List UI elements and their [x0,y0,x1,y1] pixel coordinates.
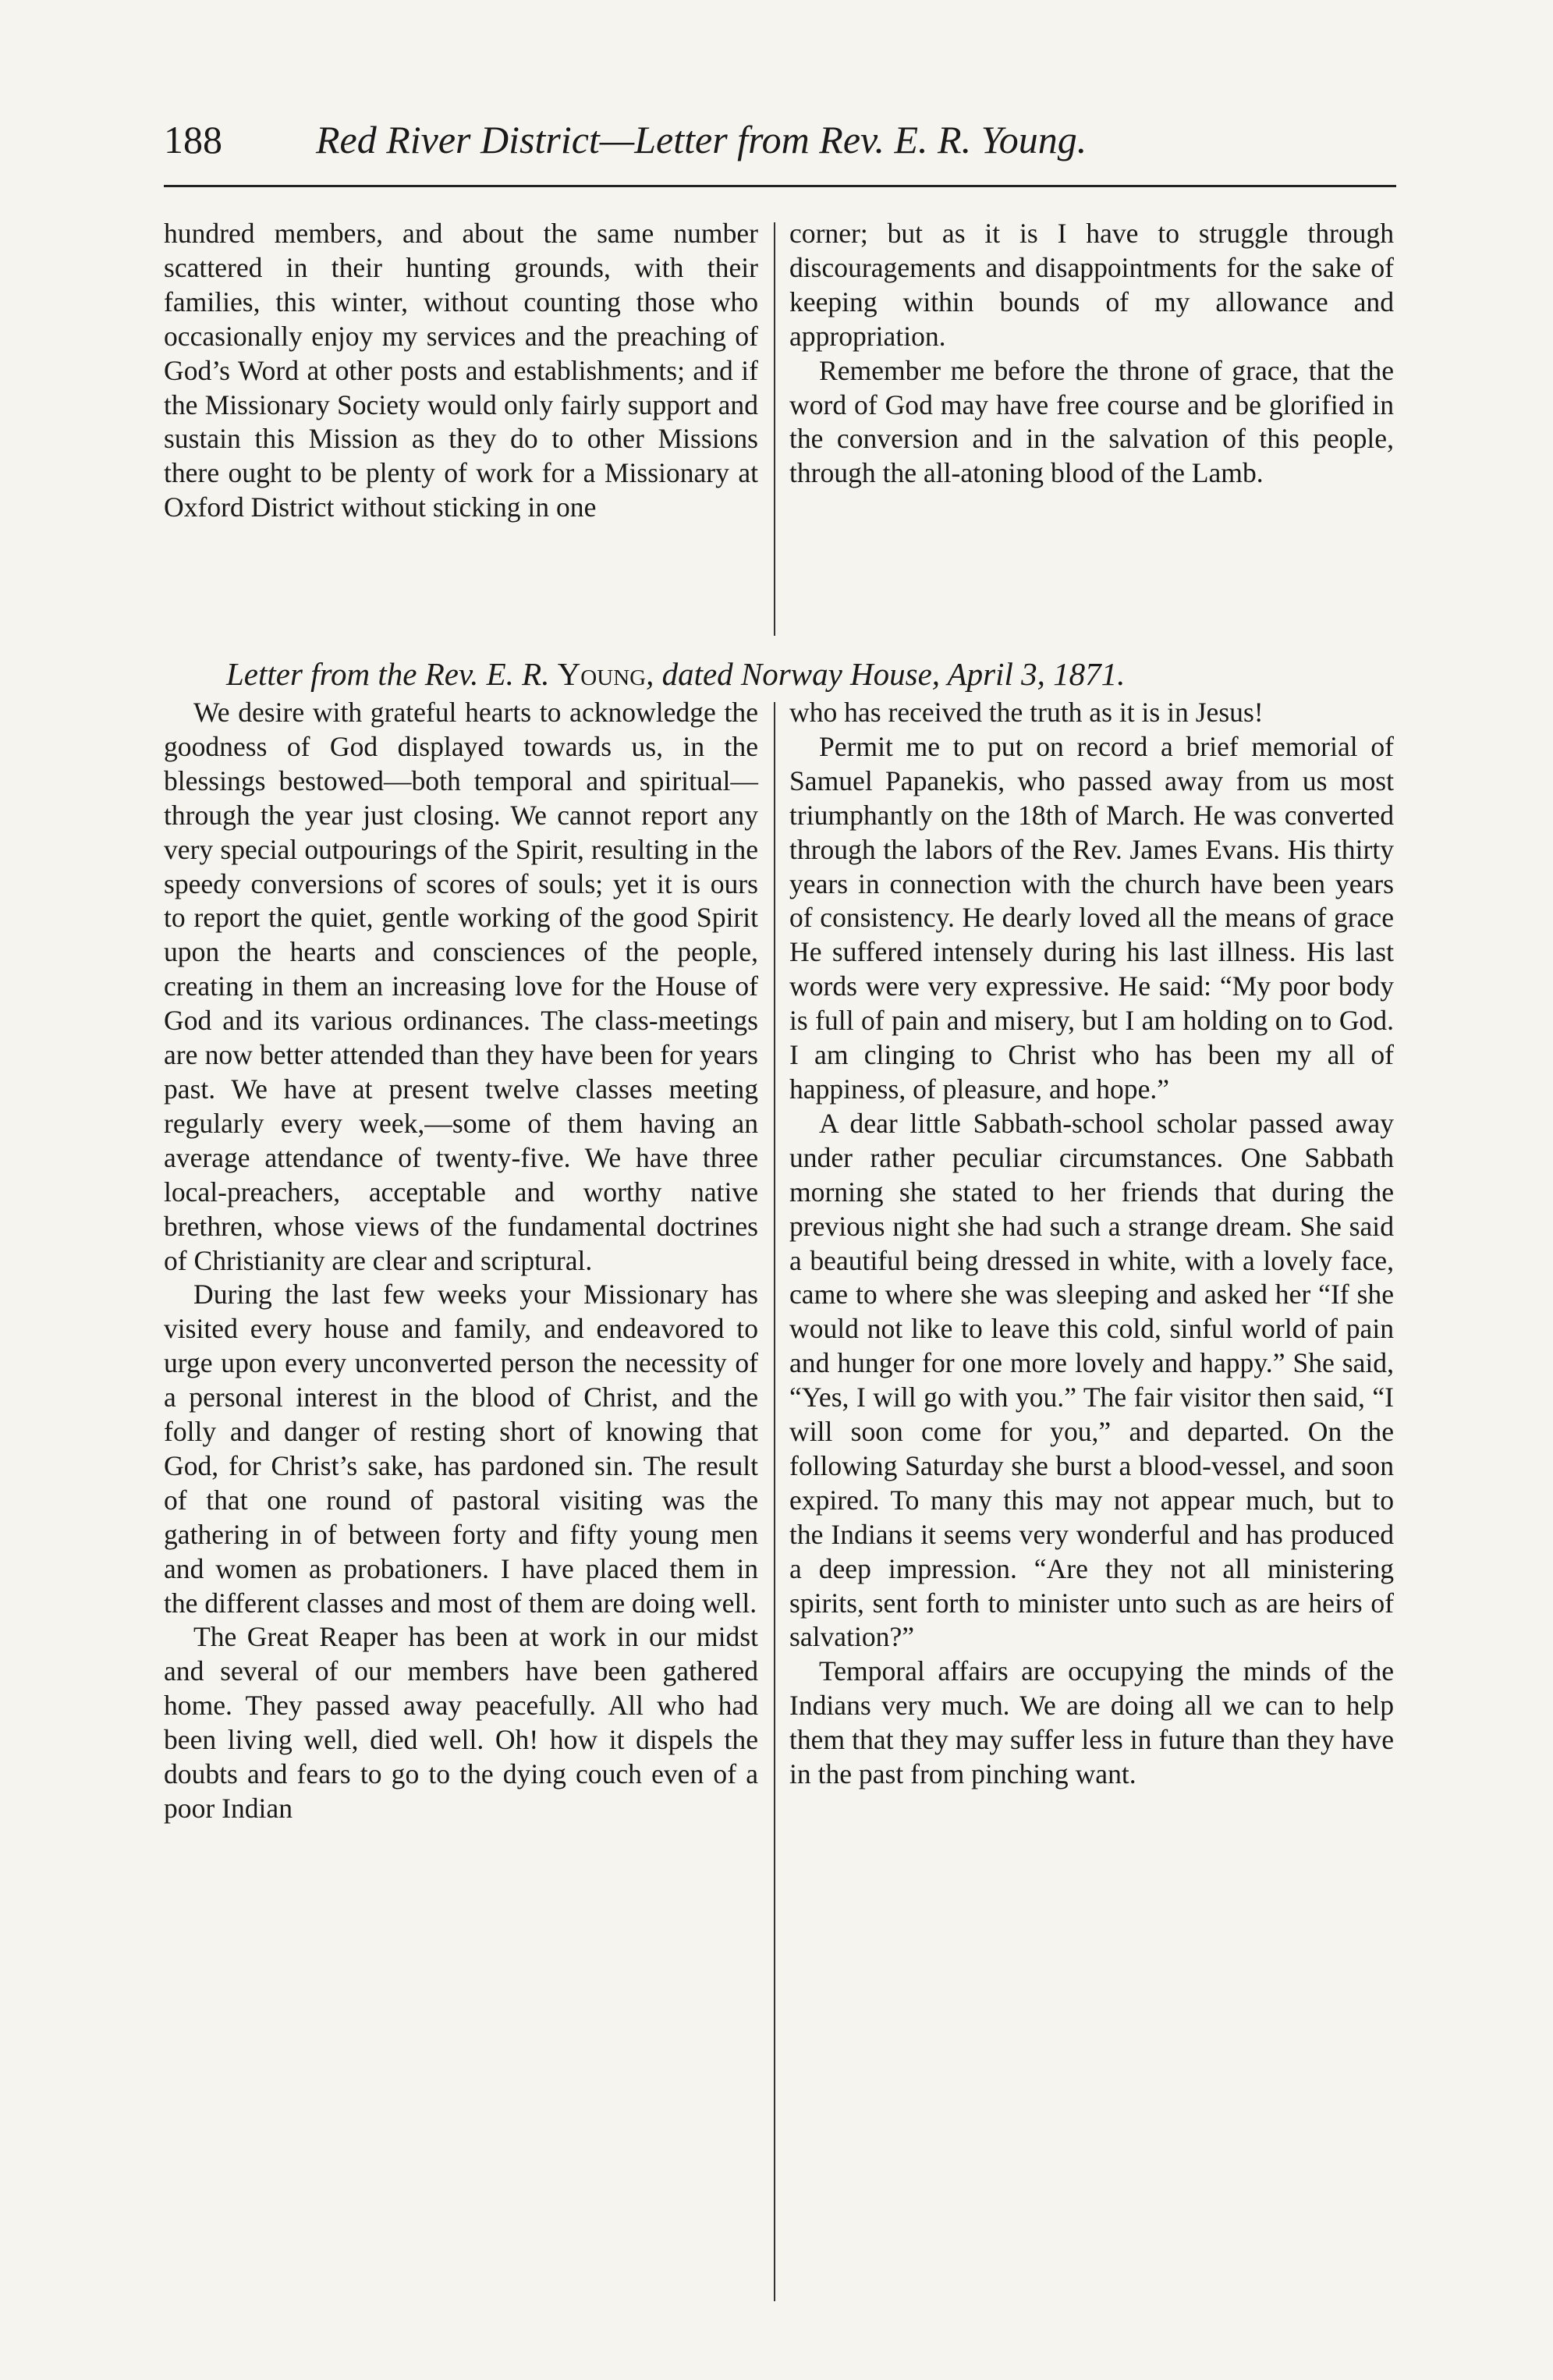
top-right-column [789,217,1394,491]
bottom-right-column [789,696,1394,1792]
bottom-left-column [164,696,758,1826]
column-divider [774,222,775,636]
letter-heading-suffix: , dated Norway House, April 3, 1871. [646,656,1126,692]
letter-heading-prefix: Letter from the Rev. E. R. [226,656,558,692]
letter-heading-name: Young [557,656,647,692]
paragraph: who has received the truth as it is in Jesus! [789,697,1264,728]
column-divider [774,702,775,2301]
header-rule [164,185,1396,187]
paragraph: During the last few weeks your Missionary has visited every house and family, and endeavored to urge upon every unconverted person the necessity of a personal interest in the blood of Christ, and the folly and danger of resting short of knowing that God, for Christ’s sake, has pardoned sin. The result of that one round of pastoral visiting was the gathering in of between forty and fifty young men and women as probationers. I have placed them in the different classes and most of them are doing well. [164,1279,758,1619]
paragraph: hundred members, and about the same number scattered in their hunting grounds, with their families, this winter, without counting those who occasionally enjoy my services and the preaching of God’s Word at other posts and establishments; and if the Missionary Society would only fairly support and sustain this Mission as they do to other Missions there ought to be plenty of work for a Missionary at Oxford District without sticking in one [164,218,758,523]
page-number: 188 [164,118,222,161]
paragraph: The Great Reaper has been at work in our midst and several of our members have been gathered home. They passed away peacefully. All who had been living well, died well. Oh! how it dispels the doubts and fears to go to the dying couch even of a poor Indian [164,1621,758,1824]
running-title: Red River District—Letter from Rev. E. R. Young. [316,118,1087,161]
paragraph: Permit me to put on record a brief memorial of Samuel Papanekis, who passed away from us most triumphantly on the 18th of March. He was converted through the labors of the Rev. James Evans. His thirty years in connection with the church have been years of consistency. He dearly loved all the means of grace He suffered intensely during his last illness. His last words were very expressive. He said: “My poor body is full of pain and misery, but I am holding on to God. I am clinging to Christ who has been my all of happiness, of pleasure, and hope.” [789,730,1394,1105]
running-header [164,117,1396,172]
letter-heading [226,655,1125,693]
top-left-column [164,217,758,525]
paragraph: Temporal affairs are occupying the minds of the Indians very much. We are doing all we can to help them that they may suffer less in future than they have in the past from pinching want. [789,1655,1394,1790]
paragraph: Remember me before the throne of grace, that the word of God may have free course and be glorified in the conversion and in the salvation of this people, through the all-atoning blood of the Lamb. [789,354,1394,489]
paragraph: A dear little Sabbath-school scholar passed away under rather peculiar circumstances. One Sabbath morning she stated to her friends that during the previous night she had such a strange dream. She said a beautiful being dressed in white, with a lovely face, came to where she was sleeping and asked her “If she would not like to leave this cold, sinful world of pain and hunger for one more lovely and happy.” She said, “Yes, I will go with you.” The fair visitor then said, “I will soon come for you,” and departed. On the following Saturday she burst a blood-vessel, and soon expired. To many this may not appear much, but to the Indians it seems very wonderful and has produced a deep impression. “Are they not all ministering spirits, sent forth to minister unto such as are heirs of salvation?” [789,1107,1394,1653]
paragraph: corner; but as it is I have to struggle through discouragements and disappointments for the sake of keeping within bounds of my allowance and appropriation. [789,218,1394,352]
paragraph: We desire with grateful hearts to acknowledge the goodness of God displayed towards us, in the blessings bestowed—both temporal and spiritual—through the year just closing. We cannot report any very special outpourings of the Spirit, resulting in the speedy conversions of scores of souls; yet it is ours to report the quiet, gentle working of the good Spirit upon the hearts and consciences of the people, creating in them an increasing love for the House of God and its various ordinances. The class-meetings are now better attended than they have been for years past. We have at present twelve classes meeting regularly every week,—some of them having an average attendance of twenty-five. We have three local-preachers, acceptable and worthy native brethren, whose views of the fundamental doctrines of Christianity are clear and scriptural. [164,697,758,1276]
